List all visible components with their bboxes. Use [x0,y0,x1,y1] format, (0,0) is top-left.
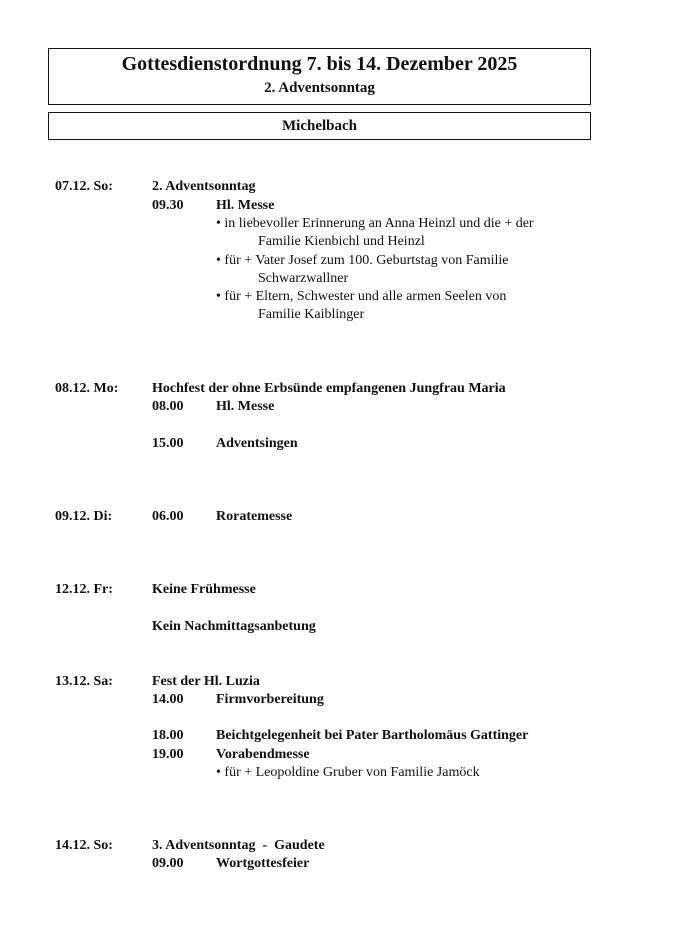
page-subtitle: 2. Adventsonntag [264,80,375,96]
day-note: Kein Nachmittagsanbetung [152,619,316,634]
day-title: Hochfest der ohne Erbsünde empfangenen Jungfrau Maria [152,381,506,396]
day-label: 13.12. Sa: [55,674,113,689]
place-name: Michelbach [282,118,357,134]
event-time: 08.00 [152,399,184,414]
intention-line: Familie Kaiblinger [258,307,365,322]
event-time: 06.00 [152,509,184,524]
page-title: Gottesdienstordnung 7. bis 14. Dezember 2025 [121,53,518,75]
event-time: 14.00 [152,692,184,707]
event-name: Wortgottesfeier [216,856,310,871]
day-note: Keine Frühmesse [152,582,256,597]
event-time: 09.30 [152,198,184,213]
intention-line: • für + Eltern, Schwester und alle armen Seelen von [216,289,507,304]
day-title: Fest der Hl. Luzia [152,674,260,689]
day-title: 2. Adventsonntag [152,179,256,194]
day-label: 12.12. Fr: [55,582,113,597]
intention-line: Schwarzwallner [258,271,349,286]
day-label: 09.12. Di: [55,509,113,524]
event-time: 18.00 [152,728,184,743]
event-time: 15.00 [152,436,184,451]
header-box [48,48,591,105]
event-name: Hl. Messe [216,198,275,213]
event-name: Firmvorbereitung [216,692,324,707]
intention-line: Familie Kienbichl und Heinzl [258,234,425,249]
day-label: 07.12. So: [55,179,113,194]
event-time: 09.00 [152,856,184,871]
day-title: 3. Adventsonntag - Gaudete [152,838,325,853]
day-label: 08.12. Mo: [55,381,119,396]
event-time: 19.00 [152,747,184,762]
intention-line: • in liebevoller Erinnerung an Anna Heinzl und die + der [216,216,534,231]
event-name: Hl. Messe [216,399,275,414]
intention-line: • für + Leopoldine Gruber von Familie Jamöck [216,765,480,780]
day-label: 14.12. So: [55,838,113,853]
intention-line: • für + Vater Josef zum 100. Geburtstag von Familie [216,253,509,268]
place-box [48,112,591,140]
event-name: Beichtgelegenheit bei Pater Bartholomäus Gattinger [216,728,529,743]
event-name: Vorabendmesse [216,747,310,762]
event-name: Roratemesse [216,509,293,524]
event-name: Adventsingen [216,436,298,451]
